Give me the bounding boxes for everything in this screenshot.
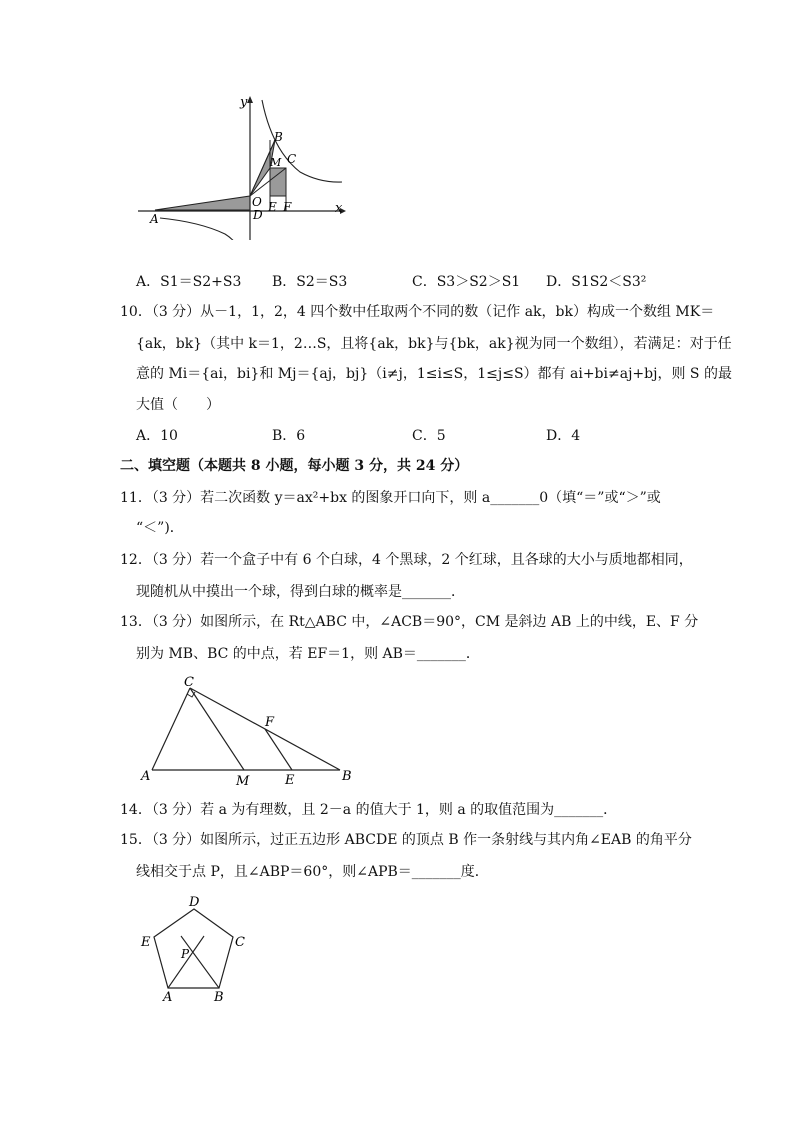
q10-line-2: {ak，bk}（其中 k＝1，2…S，且将{ak，bk}与{bk，ak}视为同一个数组），若满足：对于任: [136, 336, 732, 352]
label-e: E: [268, 200, 277, 214]
hyperbola-left-branch: [160, 218, 242, 240]
q9-option-c-label: C．: [412, 274, 437, 290]
label-c: C: [184, 675, 194, 690]
label-y: y: [240, 95, 248, 110]
label-o: O: [252, 195, 262, 209]
ray-from-b: [181, 936, 219, 988]
figure-13-triangle: [135, 672, 360, 790]
q9-option-b-label: B．: [272, 274, 297, 290]
label-f: F: [265, 715, 275, 730]
q10-option-a-text: 10: [160, 428, 178, 444]
q9-option-b-text: S2＝S3: [296, 274, 348, 290]
q14-line-1: 14．（3 分）若 a 为有理数，且 2－a 的值大于 1，则 a 的取值范围为_______．: [120, 802, 618, 818]
label-e: E: [285, 773, 295, 788]
q12-line-1: 12．（3 分）若一个盒子中有 6 个白球，4 个黑球，2 个红球，且各球的大小与质地都相同，: [120, 552, 693, 568]
q10-option-c-label: C．: [412, 428, 437, 444]
q9-option-d-label: D．: [546, 274, 572, 290]
segment-cm: [190, 688, 244, 770]
q13-line-1: 13．（3 分）如图所示，在 Rt△ABC 中，∠ACB＝90°，CM 是斜边 AB 上的中线，E、F 分: [120, 614, 699, 630]
q10-line-3: 意的 Mi＝{ai，bi}和 Mj＝{aj，bj}（i≠j，1≤i≤S，1≤j≤S）都有 ai+bi≠aj+bj，则 S 的最: [136, 366, 732, 382]
q10-option-d-text: 4: [571, 428, 581, 444]
label-m: M: [270, 156, 282, 169]
q15-line-1: 15．（3 分）如图所示，过正五边形 ABCDE 的顶点 B 作一条射线与其内角∠EAB 的角平分: [120, 832, 692, 848]
q10-option-b-label: B．: [272, 428, 297, 444]
q9-option-b: [272, 272, 347, 292]
q12-line-2: 现随机从中摸出一个球，得到白球的概率是_______．: [136, 584, 465, 600]
q9-option-d: [546, 272, 646, 292]
label-x: x: [335, 201, 343, 216]
segment-fe: [265, 729, 292, 770]
label-b: B: [214, 990, 224, 1005]
q9-option-c-text: S3＞S2＞S1: [436, 274, 521, 290]
q10-line-4: 大值（ ）: [136, 397, 220, 413]
figure-15-pentagon: [135, 890, 255, 1010]
q10-line-1: 10．（3 分）从－1，1，2，4 四个数中任取两个不同的数（记作 ak，bk）构成一个数组 MK＝: [120, 304, 715, 320]
angle-bisector-from-a: [168, 936, 204, 988]
q10-option-b-text: 6: [296, 428, 306, 444]
figure-9-graph: [130, 90, 360, 240]
q13-line-2: 别为 MB、BC 的中点，若 EF＝1，则 AB＝_______．: [136, 646, 480, 662]
section-2-heading: 二、填空题（本题共 8 小题，每小题 3 分，共 24 分）: [120, 458, 469, 474]
label-b: B: [274, 130, 283, 144]
q10-option-c-text: 5: [436, 428, 446, 444]
q9-option-a-text: S1＝S2+S3: [160, 274, 242, 290]
q10-option-d: [546, 426, 580, 446]
label-d: D: [253, 208, 263, 222]
pentagon-abcde: [154, 909, 233, 988]
q15-line-2: 线相交于点 P，且∠ABP＝60°，则∠APB＝_______度．: [136, 864, 489, 880]
q11-line-1: 11．（3 分）若二次函数 y＝ax²+bx 的图象开口向下，则 a_______0（填“＝”或“＞”或: [120, 490, 661, 506]
q10-option-d-label: D．: [546, 428, 572, 444]
q9-option-a-label: A．: [136, 274, 161, 290]
label-b: B: [342, 769, 352, 784]
label-a: A: [141, 769, 151, 784]
y-axis-arrow: [247, 96, 253, 103]
label-e: E: [141, 935, 151, 950]
label-a: A: [150, 212, 159, 226]
label-f: F: [283, 200, 292, 214]
q9-option-c: [412, 272, 520, 292]
label-p: P: [181, 947, 190, 961]
q10-option-a: [136, 426, 178, 446]
q9-option-a: [136, 272, 241, 292]
segment-ac: [152, 688, 190, 770]
q10-option-a-label: A．: [136, 428, 161, 444]
shaded-rect-efcm: [270, 168, 286, 196]
q11-line-2: “＜”)．: [136, 520, 184, 536]
label-c: C: [287, 152, 297, 166]
shaded-triangle-aod: [155, 196, 250, 210]
q9-option-d-text: S1S2＜S3²: [571, 274, 647, 290]
label-a: A: [163, 990, 173, 1005]
label-d: D: [189, 895, 200, 910]
q10-option-c: [412, 426, 446, 446]
label-m: M: [236, 774, 250, 789]
label-c: C: [235, 935, 245, 950]
q10-option-b: [272, 426, 305, 446]
